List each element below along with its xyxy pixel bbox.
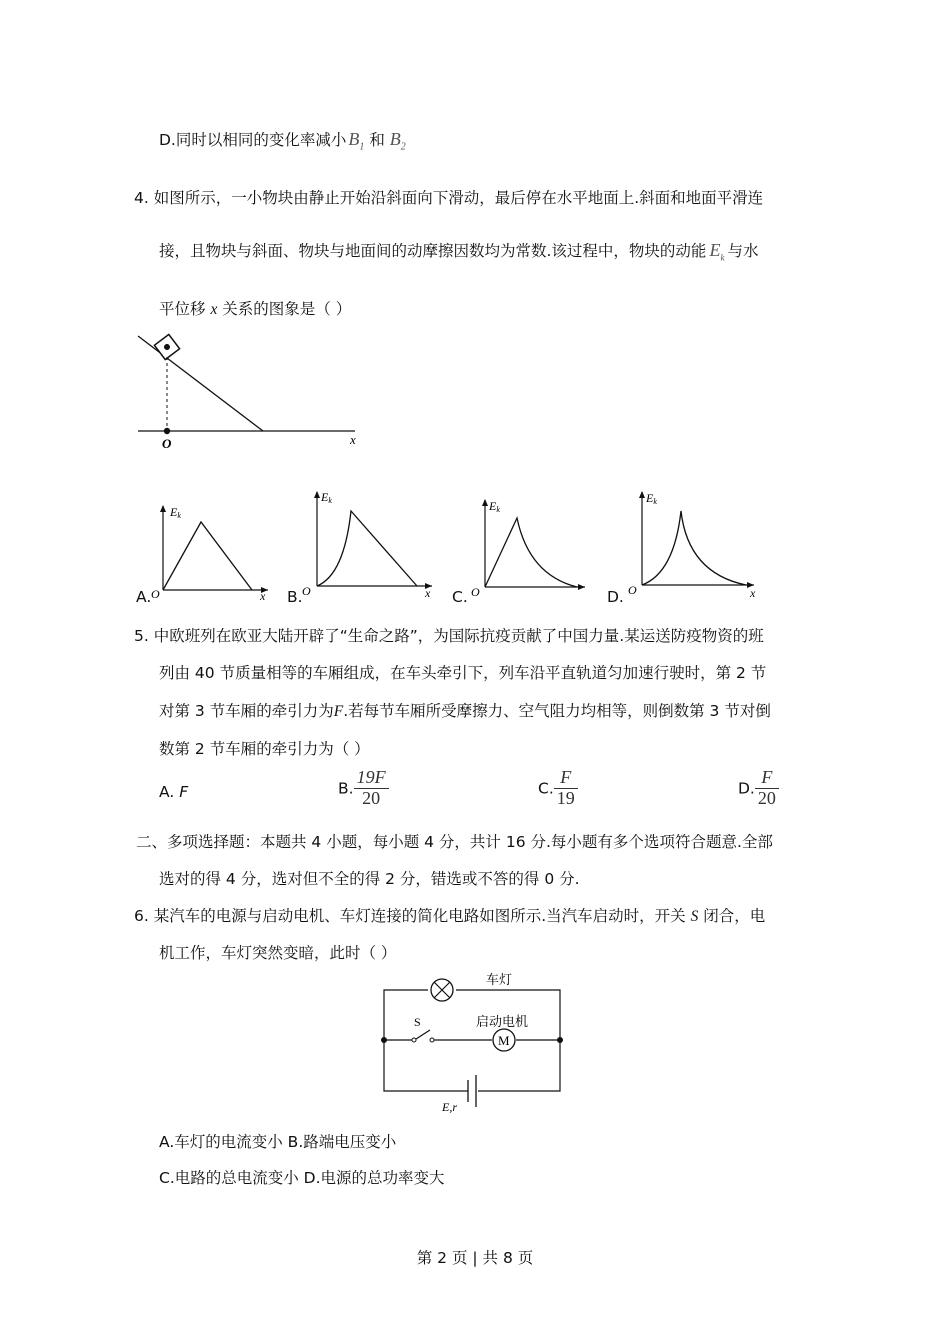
q6-line1: 6. 某汽车的电源与启动电机、车灯连接的简化电路如图所示.当汽车启动时，开关 S 闭合，电 [134,907,766,925]
svg-text:M: M [498,1033,510,1048]
graph-b-option: B. [287,588,303,606]
q3-option-d [159,128,406,153]
graph-c-curve [485,518,577,587]
q6-line2: 机工作，车灯突然变暗，此时（ ） [159,944,397,962]
q4-line1: 4. 如图所示，一小物块由静止开始沿斜面向下滑动，最后停在水平地面上.斜面和地面平滑连 [134,189,764,207]
q5-option-c: C. $\frac{F}{19}$ [538,768,578,809]
graph-d-ek-label: Ek [646,491,657,506]
origin-dot [164,428,170,434]
figure-origin-label: O [162,436,172,451]
switch-symbol [412,1030,434,1042]
motor-label: 启动电机 [476,1014,529,1029]
page-footer: 第 2 页 | 共 8 页 [416,1249,534,1267]
graph-b-curve [317,511,417,586]
q5-line1: 5. 中欧班列在欧亚大陆开辟了“生命之路”，为国际抗疫贡献了中国力量.某运送防疫物资的班 [134,627,764,645]
q6-options-row1: A.车灯的电流变小 B.路端电压变小 [159,1133,397,1151]
graph-b [300,487,440,602]
graph-d-curve [642,511,746,585]
graph-a-x: x [260,589,266,602]
q5-line4: 数第 2 节车厢的牵引力为（ ） [159,740,370,758]
graph-d-option: D. [607,588,624,606]
battery-symbol [468,1075,476,1107]
b2-symbol: $B_2$ [389,129,406,153]
graph-c [469,495,594,602]
incline-figure [130,330,370,455]
lamp-symbol [431,979,453,1001]
switch-label: S [414,1015,421,1029]
q6-options-row2: C.电路的总电流变小 D.电源的总功率变大 [159,1169,445,1187]
graph-d [626,487,766,602]
graph-c-option: C. [452,588,468,606]
section2-line1: 二、多项选择题：本题共 4 小题，每小题 4 分，共计 16 分.每小题有多个选项符合题意.全部 [136,833,773,851]
q3-and-text: 和 [369,131,385,149]
graph-c-origin: O [471,585,480,599]
section2-line2: 选对的得 4 分，选对但不全的得 2 分，错选或不答的得 0 分. [159,870,580,888]
source-label: E,r [442,1100,457,1114]
circuit-diagram [370,966,580,1116]
q3-option-d-text: D.同时以相同的变化率减小 [159,131,347,149]
graph-b-ek-label: Ek [321,490,332,505]
graph-a-ek-label: Ek [170,505,181,520]
graph-d-x: x [750,586,756,600]
motor-symbol [493,1029,515,1051]
graph-a-curve [163,522,252,590]
graph-d-origin: O [628,583,637,597]
q4-line3: 平位移 x 关系的图象是（ ） [159,300,352,318]
graph-a [148,500,278,602]
q4-line2: 接，且物块与斜面、物块与地面间的动摩擦因数均为常数.该过程中，物块的动能 $E_k$ 与水 [159,240,759,263]
q5-option-a: A. F [159,783,189,801]
q5-option-d: D. $\frac{F}{20}$ [738,768,779,809]
q5-option-c-fraction: $\frac{F}{19}$ [554,768,578,809]
q5-option-d-fraction: $\frac{F}{20}$ [755,768,779,809]
graph-a-option: A. [136,588,152,606]
graph-b-x: x [425,586,431,600]
b1-symbol: $B_1$ [348,129,365,153]
lamp-label: 车灯 [486,972,513,987]
incline-slope [138,336,263,431]
graph-c-ek-label: Ek [489,499,500,514]
q5-option-b-fraction: $\frac{19F}{20}$ [354,768,389,809]
ek-symbol: $E_k$ [709,240,725,263]
block-shape [154,334,179,359]
q5-option-b: B. $\frac{19F}{20}$ [338,768,389,809]
figure-x-label: x [350,432,356,447]
q5-line3: 对第 3 节车厢的牵引力为F.若每节车厢所受摩擦力、空气阻力均相等，则倒数第 3 节对倒 [159,702,771,720]
graph-a-origin: O [151,587,160,601]
q5-line2: 列由 40 节质量相等的车厢组成，在车头牵引下，列车沿平直轨道匀加速行驶时，第 2 节 [159,664,767,682]
graph-b-origin: O [302,584,311,598]
